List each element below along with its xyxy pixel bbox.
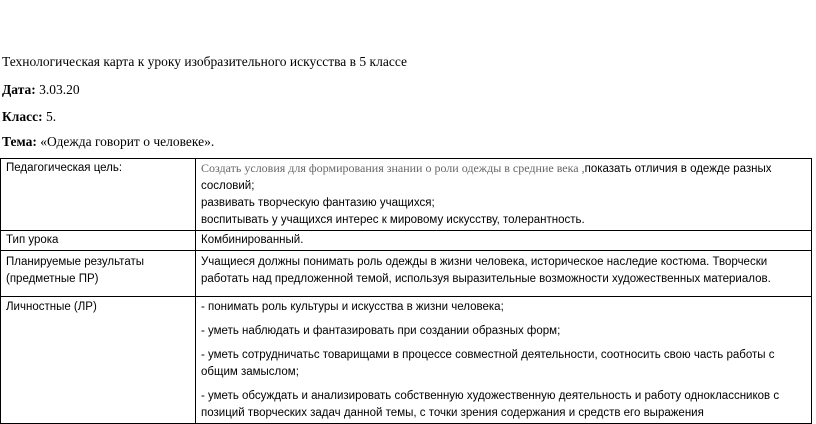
theme-line xyxy=(2,134,214,150)
table-row-planned-results xyxy=(1,251,812,297)
planned-results-text: Учащиеся должны понимать роль одежды в жизни человека, историческое наследие костюма. Творчески работать над предложенной темой, используя выразительные возможности художественных материалов. xyxy=(196,251,812,297)
personal-item-3: - уметь сотрудничатьс товарищами в процессе совместной деятельности, соотносить свою часть работы с общим замыслом; xyxy=(201,349,775,378)
personal-label: Личностные (ЛР) xyxy=(1,297,196,424)
personal-item-1: - понимать роль культуры и искусства в жизни человека; xyxy=(201,301,504,313)
lesson-table xyxy=(0,158,812,424)
theme-value: «Одежда говорит о человеке». xyxy=(40,134,215,149)
goal-gray-text: Создать условия для формирования знании о роли одежды в средние века , xyxy=(201,161,585,175)
table-row-goal xyxy=(1,159,812,231)
personal-item-2: - уметь наблюдать и фантазировать при создании образных форм; xyxy=(201,325,561,337)
class-value: 5. xyxy=(45,109,57,124)
goal-content xyxy=(196,159,812,231)
goal-label: Педагогическая цель: xyxy=(1,159,196,231)
theme-label: Тема: xyxy=(2,134,37,149)
table-row-lesson-type xyxy=(1,231,812,251)
goal-line-1: показать отличия в одежде разных сословий; xyxy=(201,163,772,192)
table-row-personal xyxy=(1,297,812,424)
class-label: Класс: xyxy=(2,109,43,124)
date-label: Дата: xyxy=(2,82,36,97)
date-value: 3.03.20 xyxy=(39,82,80,97)
personal-item-4: - уметь обсуждать и анализировать собственную художественную деятельность и работу одноклассников с позиций творческих задач данной темы, с точки зрения содержания и средств его выражения xyxy=(201,390,780,419)
planned-results-label: Планируемые результаты (предметные ПР) xyxy=(1,251,196,297)
goal-line-2: развивать творческую фантазию учащихся; xyxy=(201,197,435,209)
document-title: Технологическая карта к уроку изобразительного искусства в 5 классе xyxy=(2,54,407,69)
personal-items xyxy=(196,297,812,424)
goal-line-3: воспитывать у учащихся интерес к мировому искусству, толерантность. xyxy=(201,214,585,226)
class-line xyxy=(2,109,56,125)
lesson-type-value: Комбинированный. xyxy=(196,231,812,251)
date-line xyxy=(2,82,80,98)
lesson-type-label: Тип урока xyxy=(1,231,196,251)
